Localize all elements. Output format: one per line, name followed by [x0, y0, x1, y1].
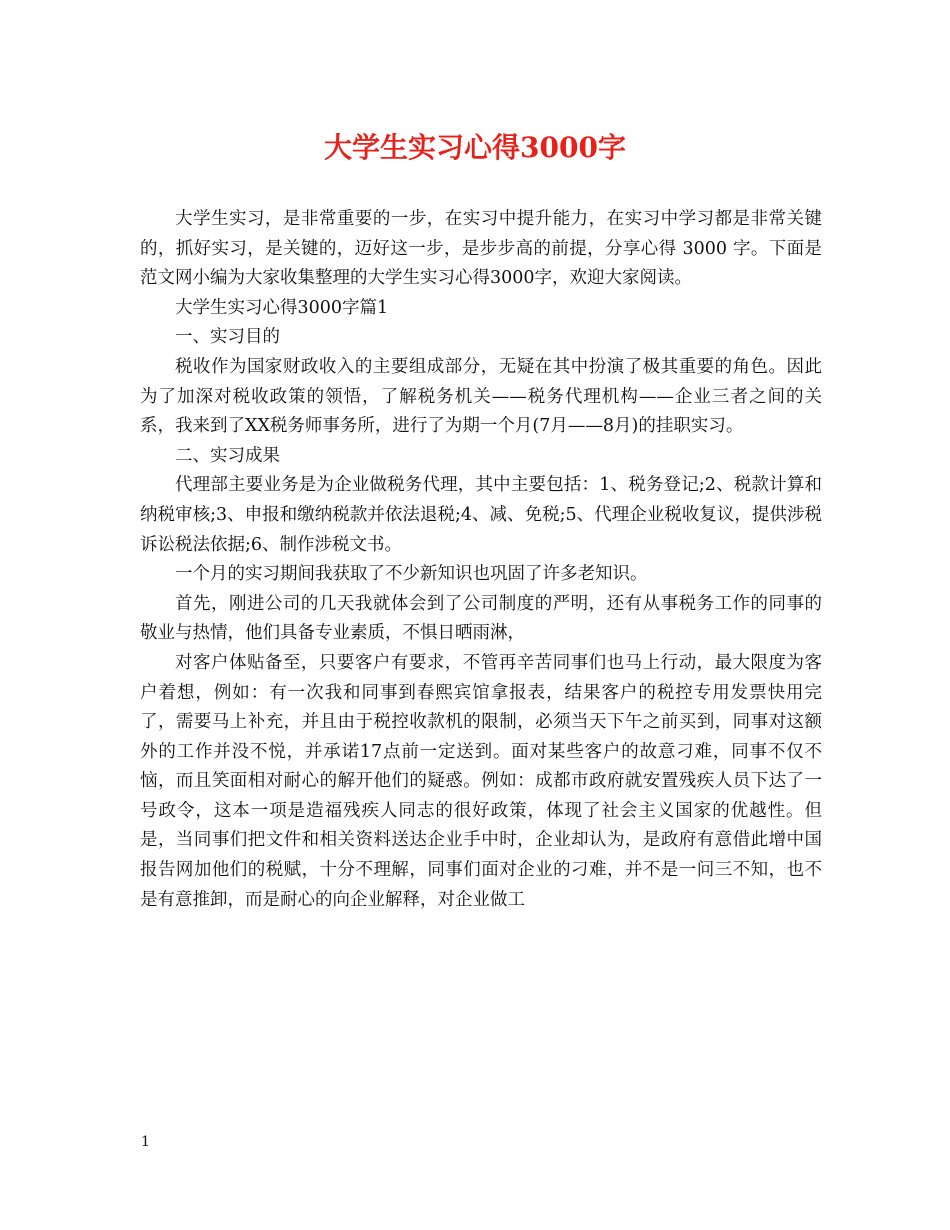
paragraph-knowledge-gained: 一个月的实习期间我获取了不少新知识也巩固了许多老知识。 — [175, 564, 648, 585]
paragraph-purpose: 税收作为国家财政收入的主要组成部分，无疑在其中扮演了极其重要的角色。因此为了加深对税收政策的领悟，了解税务机关——税务代理机构——企业三者之间的关系，我来到了XX税务师事务所，进行了为期一个月(7月——8月)的挂职实习。 — [140, 356, 822, 437]
heading-internship-results: 二、实习成果 — [175, 445, 280, 466]
document-body — [140, 205, 822, 915]
heading-internship-purpose: 一、实习目的 — [175, 327, 280, 348]
paragraph-first-impressions: 首先，刚进公司的几天我就体会到了公司制度的严明，还有从事税务工作的同事的敬业与热情，他们具备专业素质，不惧日晒雨淋， — [140, 593, 822, 644]
page-number: 1 — [141, 1134, 150, 1150]
section-heading-part1: 大学生实习心得3000字篇1 — [175, 297, 389, 318]
paragraph-agency-business: 代理部主要业务是为企业做税务代理，其中主要包括：1、税务登记;2、税款计算和纳税审核;3、申报和缴纳税款并依法退税;4、减、免税;5、代理企业税收复议，提供涉税诉讼税法依据;6、制作涉税文书。 — [140, 475, 822, 555]
paragraph-customer-service: 对客户体贴备至，只要客户有要求，不管再辛苦同事们也马上行动，最大限度为客户着想，例如：有一次我和同事到春熙宾馆拿报表，结果客户的税控专用发票快用完了，需要马上补充，并且由于税控收款机的限制，必须当天下午之前买到，同事对这额外的工作并没不悦，并承诺17点前一定送到。面对某些客户的故意刁难，同事不仅不恼，而且笑面相对耐心的解开他们的疑惑。例如：成都市政府就安置残疾人员下达了一号政令，这本一项是造福残疾人同志的很好政策，体现了社会主义国家的优越性。但是，当同事们把文件和相关资料送达企业手中时，企业却认为，是政府有意借此增中国报告网加他们的税赋，十分不理解，同事们面对企业的刁难，并不是一问三不知，也不是有意推卸，而是耐心的向企业解释，对企业做工 — [140, 652, 822, 910]
paragraph-intro: 大学生实习，是非常重要的一步，在实习中提升能力，在实习中学习都是非常关键的，抓好实习，是关键的，迈好这一步，是步步高的前提，分享心得 3000 字。下面是范文网小编为大家收集整理的大学生实习心得3000字，欢迎大家阅读。 — [140, 209, 822, 289]
document-title: 大学生实习心得3000字 — [324, 131, 626, 164]
